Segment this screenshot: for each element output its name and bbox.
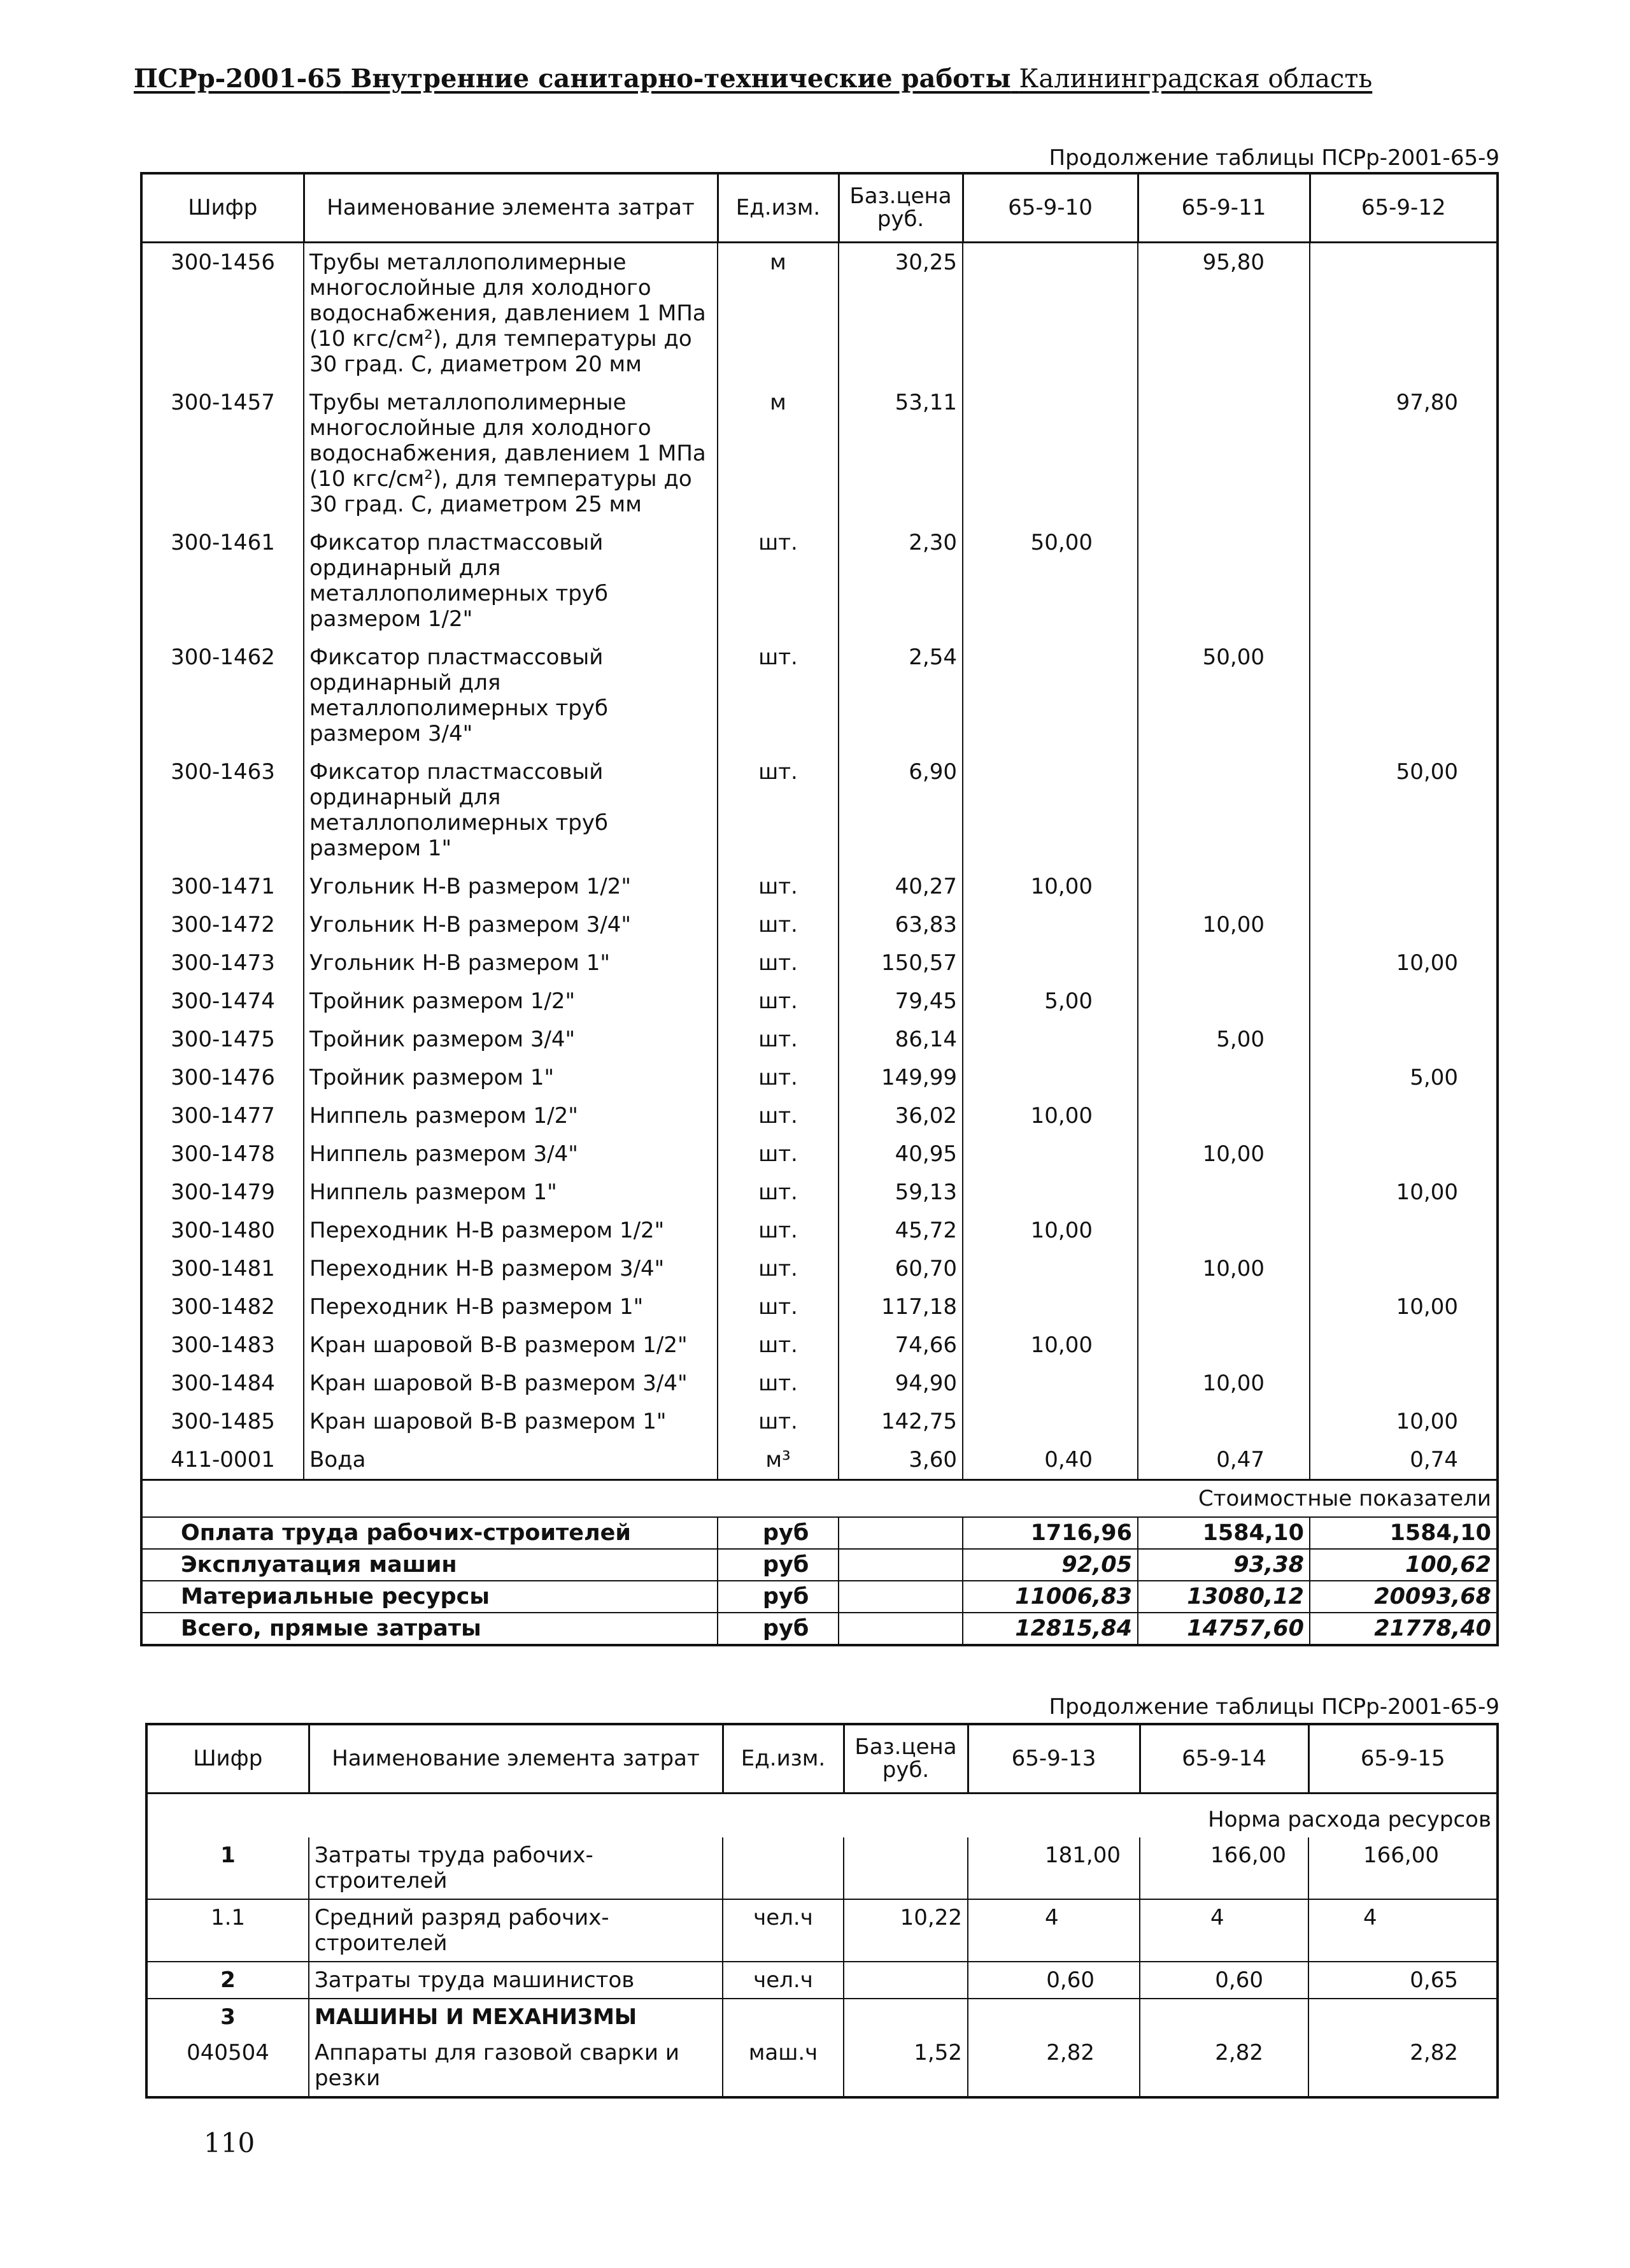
resource-name: Кран шаровой В-В размером 1" (304, 1402, 718, 1441)
norm-value-3: 0,65 (1308, 1962, 1498, 1999)
total-value-3: 20093,68 (1310, 1581, 1498, 1613)
norm-value-3 (1310, 1097, 1498, 1135)
resource-code: 2 (146, 1962, 309, 1999)
resource-code: 300-1483 (141, 1326, 304, 1364)
table-row (141, 1097, 1498, 1135)
norm-value-2 (1140, 1999, 1308, 2035)
total-value-1: 92,05 (963, 1549, 1138, 1581)
resource-code: 300-1456 (141, 242, 304, 383)
resource-code: 300-1480 (141, 1211, 304, 1250)
resource-unit: чел.ч (723, 1899, 844, 1962)
norm-value-3 (1310, 242, 1498, 383)
table-row (141, 1402, 1498, 1441)
norm-value-1: 0,40 (963, 1441, 1138, 1480)
base-price: 117,18 (839, 1288, 963, 1326)
norm-value-2: 10,00 (1138, 1364, 1310, 1402)
norm-value-3: 0,74 (1410, 1446, 1458, 1473)
table-row (141, 944, 1498, 982)
norm-value-2 (1138, 1288, 1310, 1326)
base-price: 40,27 (839, 867, 963, 906)
col-header-norm-1: 65-9-13 (968, 1724, 1140, 1793)
norm-value-2 (1138, 1097, 1310, 1135)
norm-value-3 (1310, 524, 1498, 638)
resource-unit: шт. (718, 753, 839, 867)
resource-unit: шт. (718, 1211, 839, 1250)
table-row (141, 1326, 1498, 1364)
total-value-2: 1584,10 (1138, 1517, 1310, 1549)
resource-unit: шт. (718, 1402, 839, 1441)
total-value-2: 93,38 (1138, 1549, 1310, 1581)
resource-code: 300-1478 (141, 1135, 304, 1173)
document-header (134, 64, 1372, 94)
col-header-unit: Ед.изм. (718, 173, 839, 242)
resource-code: 3 (146, 1999, 309, 2035)
base-price: 60,70 (839, 1250, 963, 1288)
col-header-code: Шифр (146, 1724, 309, 1793)
table-row (141, 1135, 1498, 1173)
resource-name: Угольник Н-В размером 3/4" (304, 906, 718, 944)
table-row (141, 383, 1498, 524)
norm-value-1: 5,00 (963, 982, 1138, 1020)
norm-value-1 (963, 242, 1138, 383)
norm-value-1: 181,00 (968, 1837, 1140, 1899)
resource-code: 300-1474 (141, 982, 304, 1020)
col-header-name: Наименование элемента затрат (304, 173, 718, 242)
table-row (141, 524, 1498, 638)
norm-value-1 (963, 1020, 1138, 1059)
resource-code: 300-1484 (141, 1364, 304, 1402)
table2-header-row (146, 1724, 1498, 1793)
resource-name: Ниппель размером 1" (304, 1173, 718, 1211)
resource-code: 300-1481 (141, 1250, 304, 1288)
totals-row (141, 1549, 1498, 1581)
norm-value-2 (1138, 1402, 1310, 1441)
resource-name: Кран шаровой В-В размером 1/2" (304, 1326, 718, 1364)
norm-value-2 (1138, 383, 1310, 524)
col-header-norm-2: 65-9-11 (1138, 173, 1310, 242)
norm-value-3: 5,00 (1410, 1064, 1458, 1090)
norm-value-3 (1310, 867, 1498, 906)
resource-name: Тройник размером 3/4" (304, 1020, 718, 1059)
resource-code: 300-1479 (141, 1173, 304, 1211)
resource-name: Переходник Н-В размером 1" (304, 1288, 718, 1326)
norm-value-1 (963, 1250, 1138, 1288)
resource-unit: шт. (718, 1173, 839, 1211)
norm-value-2 (1138, 1326, 1310, 1364)
col-header-name: Наименование элемента затрат (309, 1724, 723, 1793)
table-row (141, 906, 1498, 944)
resource-name: Ниппель размером 3/4" (304, 1135, 718, 1173)
resource-unit: маш.ч (723, 2035, 844, 2097)
resource-unit: м (718, 383, 839, 524)
resource-unit: шт. (718, 1059, 839, 1097)
table-row (146, 1962, 1498, 1999)
resource-name: Средний разряд рабочих-строителей (309, 1899, 723, 1962)
base-price: 1,52 (844, 2035, 968, 2097)
table-row (141, 1250, 1498, 1288)
resource-unit: шт. (718, 638, 839, 753)
total-value-3: 100,62 (1310, 1549, 1498, 1581)
resource-name: Фиксатор пластмассовый ординарный для металлополимерных труб размером 1/2" (304, 524, 718, 638)
col-header-unit: Ед.изм. (723, 1724, 844, 1793)
norm-value-2: 10,00 (1138, 1250, 1310, 1288)
norm-value-1 (963, 753, 1138, 867)
norm-value-1: 4 (968, 1899, 1140, 1962)
resource-unit: шт. (718, 1326, 839, 1364)
resource-name: Тройник размером 1/2" (304, 982, 718, 1020)
table2-section-row (146, 1793, 1498, 1837)
totals-row (141, 1613, 1498, 1645)
base-price: 3,60 (839, 1441, 963, 1480)
resource-unit: чел.ч (723, 1962, 844, 1999)
resource-name: Угольник Н-В размером 1/2" (304, 867, 718, 906)
resource-name: Переходник Н-В размером 3/4" (304, 1250, 718, 1288)
table-row (141, 1441, 1498, 1480)
total-unit: руб (718, 1517, 839, 1549)
base-price: 36,02 (839, 1097, 963, 1135)
norm-value-2 (1138, 1211, 1310, 1250)
norm-value-3 (1308, 1999, 1498, 2035)
resource-table-1 (140, 172, 1499, 1646)
norm-value-3: 97,80 (1396, 389, 1458, 415)
empty-cell (839, 1549, 963, 1581)
norm-value-3 (1310, 1364, 1498, 1402)
resource-name: МАШИНЫ И МЕХАНИЗМЫ (309, 1999, 723, 2035)
header-region: Калининградская область (1019, 64, 1373, 94)
base-price: 53,11 (839, 383, 963, 524)
table-row (141, 867, 1498, 906)
resource-unit (723, 1999, 844, 2035)
table-row (146, 1837, 1498, 1899)
norm-value-1 (963, 1402, 1138, 1441)
base-price (844, 1999, 968, 2035)
norm-value-3: 10,00 (1396, 1179, 1458, 1205)
resource-code: 300-1463 (141, 753, 304, 867)
resource-unit: шт. (718, 1135, 839, 1173)
resource-code: 300-1462 (141, 638, 304, 753)
norm-value-3 (1310, 1211, 1498, 1250)
total-unit: руб (718, 1549, 839, 1581)
norm-value-1 (963, 1135, 1138, 1173)
base-price: 40,95 (839, 1135, 963, 1173)
section-label-cost: Стоимостные показатели (141, 1480, 1498, 1517)
table-row (141, 1364, 1498, 1402)
base-price: 2,30 (839, 524, 963, 638)
base-price: 74,66 (839, 1326, 963, 1364)
table-row (141, 753, 1498, 867)
norm-value-1: 10,00 (963, 1097, 1138, 1135)
norm-value-2: 10,00 (1138, 906, 1310, 944)
resource-code: 300-1461 (141, 524, 304, 638)
norm-value-2: 0,60 (1140, 1962, 1308, 1999)
norm-value-1: 2,82 (968, 2035, 1140, 2097)
col-header-price: Баз.цена руб. (844, 1724, 968, 1793)
base-price (844, 1962, 968, 1999)
norm-value-2: 10,00 (1138, 1135, 1310, 1173)
resource-name: Угольник Н-В размером 1" (304, 944, 718, 982)
table1-body (141, 242, 1498, 1480)
norm-value-2 (1138, 867, 1310, 906)
resource-code: 300-1482 (141, 1288, 304, 1326)
empty-cell (839, 1581, 963, 1613)
norm-value-3: 10,00 (1396, 1408, 1458, 1434)
table-row (141, 1211, 1498, 1250)
norm-value-1 (968, 1999, 1140, 2035)
resource-code: 300-1485 (141, 1402, 304, 1441)
resource-unit: м (718, 242, 839, 383)
norm-value-1 (963, 1059, 1138, 1097)
norm-value-2 (1138, 524, 1310, 638)
col-header-norm-3: 65-9-12 (1310, 173, 1498, 242)
base-price: 142,75 (839, 1402, 963, 1441)
norm-value-3: 4 (1308, 1899, 1498, 1962)
resource-code: 1 (146, 1837, 309, 1899)
norm-value-2: 2,82 (1140, 2035, 1308, 2097)
base-price: 63,83 (839, 906, 963, 944)
resource-unit (723, 1837, 844, 1899)
section-label-norm: Норма расхода ресурсов (146, 1793, 1498, 1837)
resource-name: Аппараты для газовой сварки и резки (309, 2035, 723, 2097)
norm-value-1 (963, 383, 1138, 524)
norm-value-1: 10,00 (963, 867, 1138, 906)
table-row (146, 1899, 1498, 1962)
norm-value-3: 10,00 (1396, 1294, 1458, 1320)
norm-value-2: 95,80 (1138, 242, 1310, 383)
norm-value-1: 50,00 (963, 524, 1138, 638)
norm-value-1: 10,00 (963, 1326, 1138, 1364)
resource-unit: шт. (718, 867, 839, 906)
total-value-2: 13080,12 (1138, 1581, 1310, 1613)
base-price: 79,45 (839, 982, 963, 1020)
base-price: 2,54 (839, 638, 963, 753)
total-label: Материальные ресурсы (141, 1581, 718, 1613)
table2-caption: Продолжение таблицы ПСРр-2001-65-9 (1049, 1694, 1499, 1720)
resource-code: 300-1472 (141, 906, 304, 944)
norm-value-2: 0,47 (1138, 1441, 1310, 1480)
resource-code: 300-1473 (141, 944, 304, 982)
resource-name: Фиксатор пластмассовый ординарный для металлополимерных труб размером 3/4" (304, 638, 718, 753)
page-number: 110 (204, 2127, 255, 2158)
resource-unit: шт. (718, 982, 839, 1020)
norm-value-3 (1310, 1020, 1498, 1059)
resource-code: 300-1477 (141, 1097, 304, 1135)
norm-value-2: 50,00 (1138, 638, 1310, 753)
norm-value-1 (963, 944, 1138, 982)
resource-unit: м³ (718, 1441, 839, 1480)
base-price: 45,72 (839, 1211, 963, 1250)
norm-value-3: 166,00 (1363, 1842, 1439, 1868)
norm-value-3: 10,00 (1396, 950, 1458, 976)
col-header-norm-3: 65-9-15 (1308, 1724, 1498, 1793)
norm-value-2: 166,00 (1140, 1837, 1308, 1899)
norm-value-2: 4 (1140, 1899, 1308, 1962)
norm-value-1: 0,60 (968, 1962, 1140, 1999)
base-price: 30,25 (839, 242, 963, 383)
total-label: Всего, прямые затраты (141, 1613, 718, 1645)
norm-value-3 (1310, 906, 1498, 944)
table-row (141, 1173, 1498, 1211)
resource-name: Вода (304, 1441, 718, 1480)
table1-totals (141, 1517, 1498, 1645)
norm-value-1 (963, 906, 1138, 944)
norm-value-3 (1310, 982, 1498, 1020)
norm-value-3 (1310, 1135, 1498, 1173)
norm-value-2 (1138, 982, 1310, 1020)
table-row (141, 1059, 1498, 1097)
norm-value-2 (1138, 1059, 1310, 1097)
total-value-3: 21778,40 (1310, 1613, 1498, 1645)
total-value-1: 12815,84 (963, 1613, 1138, 1645)
norm-value-3 (1310, 638, 1498, 753)
norm-value-2: 5,00 (1138, 1020, 1310, 1059)
total-value-3: 1584,10 (1310, 1517, 1498, 1549)
resource-name: Затраты труда рабочих-строителей (309, 1837, 723, 1899)
resource-name: Трубы металлополимерные многослойные для холодного водоснабжения, давлением 1 МПа (10 кгс/см²), для температуры до 30 град. С, диаметром 20 мм (304, 242, 718, 383)
resource-table-2 (145, 1723, 1499, 2099)
resource-code: 411-0001 (141, 1441, 304, 1480)
col-header-code: Шифр (141, 173, 304, 242)
total-value-1: 1716,96 (963, 1517, 1138, 1549)
norm-value-3 (1310, 1326, 1498, 1364)
table-row (146, 1999, 1498, 2035)
resource-name: Затраты труда машинистов (309, 1962, 723, 1999)
resource-unit: шт. (718, 1020, 839, 1059)
resource-unit: шт. (718, 1097, 839, 1135)
base-price: 86,14 (839, 1020, 963, 1059)
col-header-price: Баз.цена руб. (839, 173, 963, 242)
total-unit: руб (718, 1613, 839, 1645)
resource-unit: шт. (718, 1250, 839, 1288)
total-value-2: 14757,60 (1138, 1613, 1310, 1645)
header-code: ПСРр-2001-65 (134, 64, 343, 94)
totals-row (141, 1517, 1498, 1549)
norm-value-2 (1138, 753, 1310, 867)
resource-name: Переходник Н-В размером 1/2" (304, 1211, 718, 1250)
resource-code: 040504 (146, 2035, 309, 2097)
empty-cell (839, 1517, 963, 1549)
resource-name: Кран шаровой В-В размером 3/4" (304, 1364, 718, 1402)
resource-name: Трубы металлополимерные многослойные для холодного водоснабжения, давлением 1 МПа (10 кгс/см²), для температуры до 30 град. С, диаметром 25 мм (304, 383, 718, 524)
resource-unit: шт. (718, 944, 839, 982)
table1-header-row (141, 173, 1498, 242)
resource-unit: шт. (718, 1364, 839, 1402)
table-row (141, 242, 1498, 383)
norm-value-1: 10,00 (963, 1211, 1138, 1250)
resource-name: Ниппель размером 1/2" (304, 1097, 718, 1135)
base-price: 59,13 (839, 1173, 963, 1211)
resource-code: 300-1475 (141, 1020, 304, 1059)
norm-value-2 (1138, 1173, 1310, 1211)
table-row (141, 638, 1498, 753)
norm-value-3: 50,00 (1396, 759, 1458, 785)
totals-row (141, 1581, 1498, 1613)
resource-name: Фиксатор пластмассовый ординарный для металлополимерных труб размером 1" (304, 753, 718, 867)
col-header-norm-1: 65-9-10 (963, 173, 1138, 242)
resource-unit: шт. (718, 906, 839, 944)
table1-caption: Продолжение таблицы ПСРр-2001-65-9 (1049, 145, 1499, 171)
resource-unit: шт. (718, 1288, 839, 1326)
total-label: Оплата труда рабочих-строителей (141, 1517, 718, 1549)
header-title: Внутренние санитарно-технические работы (350, 64, 1011, 94)
norm-value-1 (963, 1288, 1138, 1326)
resource-code: 300-1476 (141, 1059, 304, 1097)
base-price (844, 1837, 968, 1899)
base-price: 10,22 (844, 1899, 968, 1962)
table2-body (146, 1837, 1498, 2097)
table-row (141, 982, 1498, 1020)
base-price: 149,99 (839, 1059, 963, 1097)
table1-section-row (141, 1480, 1498, 1517)
norm-value-3 (1310, 1250, 1498, 1288)
total-label: Эксплуатация машин (141, 1549, 718, 1581)
norm-value-3: 2,82 (1410, 2039, 1458, 2065)
norm-value-2 (1138, 944, 1310, 982)
empty-cell (839, 1613, 963, 1645)
table-row (141, 1020, 1498, 1059)
base-price: 6,90 (839, 753, 963, 867)
norm-value-1 (963, 638, 1138, 753)
resource-unit: шт. (718, 524, 839, 638)
norm-value-1 (963, 1364, 1138, 1402)
resource-code: 300-1471 (141, 867, 304, 906)
table-row (141, 1288, 1498, 1326)
col-header-norm-2: 65-9-14 (1140, 1724, 1308, 1793)
resource-code: 1.1 (146, 1899, 309, 1962)
resource-name: Тройник размером 1" (304, 1059, 718, 1097)
norm-value-1 (963, 1173, 1138, 1211)
resource-code: 300-1457 (141, 383, 304, 524)
table-row (146, 2035, 1498, 2097)
base-price: 150,57 (839, 944, 963, 982)
total-unit: руб (718, 1581, 839, 1613)
base-price: 94,90 (839, 1364, 963, 1402)
total-value-1: 11006,83 (963, 1581, 1138, 1613)
